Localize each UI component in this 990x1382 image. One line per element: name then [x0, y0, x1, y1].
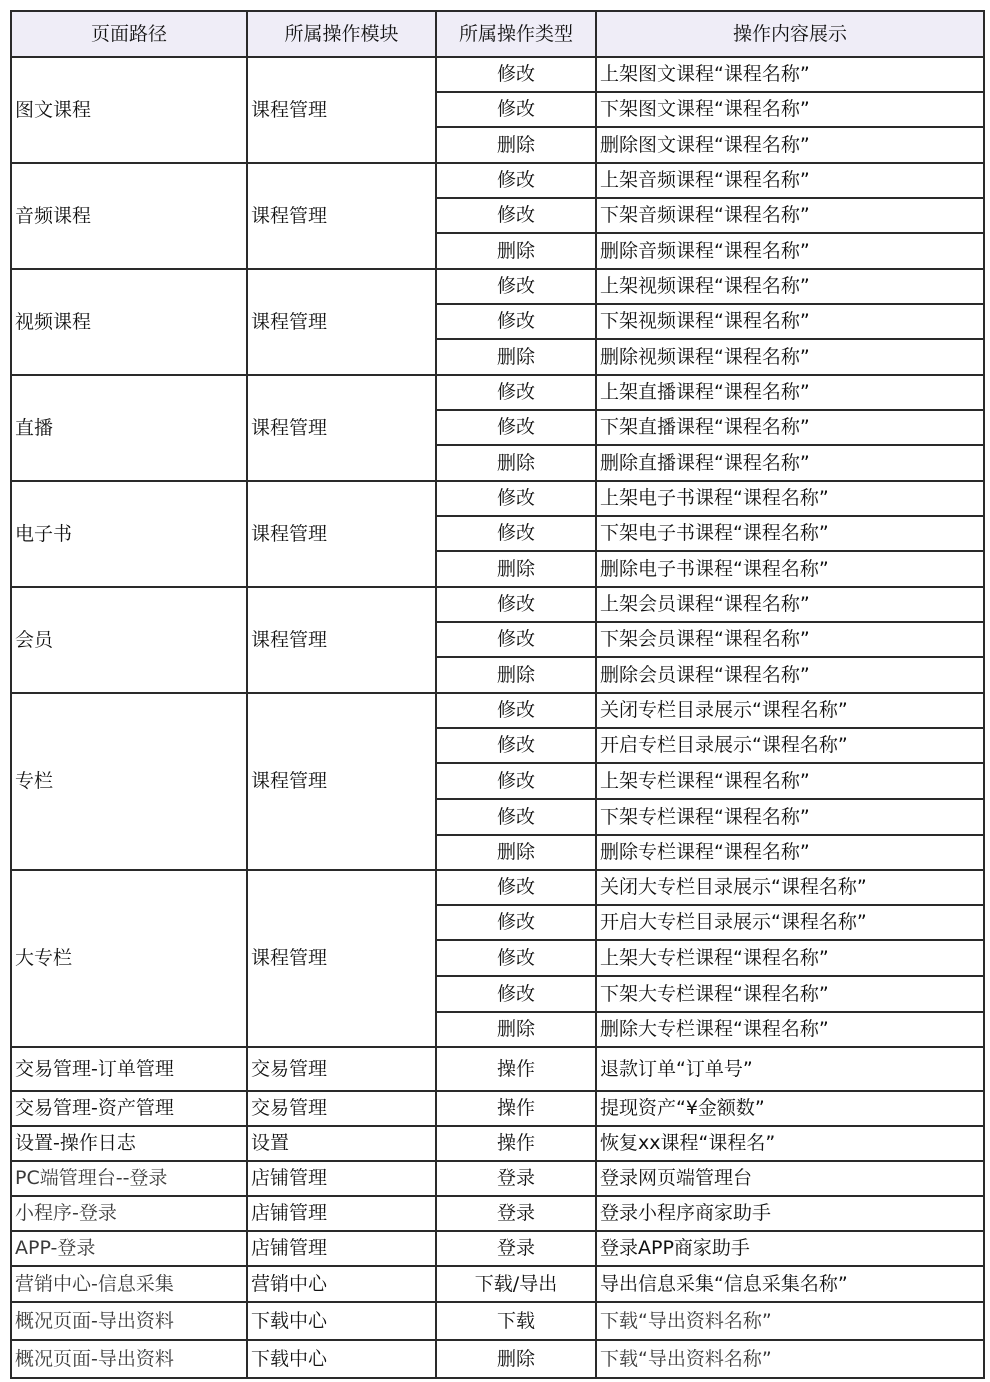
- module-cell: 店铺管理: [247, 1196, 436, 1231]
- operation-type-cell: 修改: [436, 375, 596, 410]
- table-row: [11, 1161, 984, 1196]
- page-path-cell: 图文课程: [11, 57, 247, 163]
- operation-content-cell: 下载“导出资料名称”: [596, 1340, 984, 1378]
- operation-type-cell: 删除: [436, 835, 596, 870]
- page-path-cell: 大专栏: [11, 870, 247, 1047]
- operation-type-cell: 修改: [436, 940, 596, 976]
- operation-content-cell: 删除图文课程“课程名称”: [596, 127, 984, 163]
- operation-log-table: [10, 10, 985, 1379]
- operation-type-cell: 登录: [436, 1161, 596, 1196]
- table-row: [11, 481, 984, 516]
- operation-type-cell: 修改: [436, 976, 596, 1012]
- module-cell: 课程管理: [247, 693, 436, 870]
- operation-content-cell: 上架电子书课程“课程名称”: [596, 481, 984, 516]
- operation-content-cell: 下架电子书课程“课程名称”: [596, 516, 984, 551]
- module-cell: 课程管理: [247, 163, 436, 269]
- module-cell: 设置: [247, 1126, 436, 1161]
- operation-type-cell: 删除: [436, 551, 596, 587]
- operation-type-cell: 修改: [436, 763, 596, 799]
- operation-type-cell: 删除: [436, 657, 596, 693]
- page-path-cell: PC端管理台--登录: [11, 1161, 247, 1196]
- page-path-cell: 概况页面-导出资料: [11, 1302, 247, 1340]
- operation-content-cell: 开启专栏目录展示“课程名称”: [596, 728, 984, 763]
- operation-type-cell: 修改: [436, 728, 596, 763]
- operation-content-cell: 下架图文课程“课程名称”: [596, 92, 984, 127]
- page-path-cell: 视频课程: [11, 269, 247, 375]
- operation-type-cell: 修改: [436, 516, 596, 551]
- operation-content-cell: 删除电子书课程“课程名称”: [596, 551, 984, 587]
- operation-content-cell: 删除会员课程“课程名称”: [596, 657, 984, 693]
- operation-content-cell: 上架图文课程“课程名称”: [596, 57, 984, 92]
- operation-content-cell: 下载“导出资料名称”: [596, 1302, 984, 1340]
- operation-content-cell: 上架音频课程“课程名称”: [596, 163, 984, 198]
- operation-type-cell: 登录: [436, 1196, 596, 1231]
- operation-content-cell: 上架专栏课程“课程名称”: [596, 763, 984, 799]
- module-cell: 课程管理: [247, 481, 436, 587]
- operation-type-cell: 删除: [436, 233, 596, 269]
- table-row: [11, 163, 984, 198]
- operation-content-cell: 登录网页端管理台: [596, 1161, 984, 1196]
- page-path-cell: 小程序-登录: [11, 1196, 247, 1231]
- operation-type-cell: 操作: [436, 1126, 596, 1161]
- module-cell: 课程管理: [247, 375, 436, 481]
- operation-content-cell: 删除直播课程“课程名称”: [596, 445, 984, 481]
- table-body: [11, 57, 984, 1378]
- module-cell: 下载中心: [247, 1302, 436, 1340]
- operation-type-cell: 修改: [436, 410, 596, 445]
- table-row: [11, 1091, 984, 1126]
- module-cell: 店铺管理: [247, 1161, 436, 1196]
- operation-content-cell: 删除专栏课程“课程名称”: [596, 835, 984, 870]
- table-row: [11, 1196, 984, 1231]
- page-path-cell: 设置-操作日志: [11, 1126, 247, 1161]
- header-page-path: 页面路径: [11, 11, 247, 57]
- operation-content-cell: 开启大专栏目录展示“课程名称”: [596, 905, 984, 940]
- operation-content-cell: 下架大专栏课程“课程名称”: [596, 976, 984, 1012]
- table-row: [11, 1302, 984, 1340]
- table-row: [11, 1126, 984, 1161]
- table-row: [11, 57, 984, 92]
- page-path-cell: 交易管理-订单管理: [11, 1047, 247, 1091]
- operation-type-cell: 修改: [436, 870, 596, 905]
- page-path-cell: 音频课程: [11, 163, 247, 269]
- operation-type-cell: 删除: [436, 1340, 596, 1378]
- module-cell: 店铺管理: [247, 1231, 436, 1266]
- table-row: [11, 870, 984, 905]
- module-cell: 课程管理: [247, 57, 436, 163]
- operation-content-cell: 上架视频课程“课程名称”: [596, 269, 984, 304]
- module-cell: 课程管理: [247, 587, 436, 693]
- operation-type-cell: 修改: [436, 304, 596, 339]
- operation-type-cell: 下载/导出: [436, 1266, 596, 1302]
- operation-content-cell: 下架直播课程“课程名称”: [596, 410, 984, 445]
- module-cell: 交易管理: [247, 1047, 436, 1091]
- operation-content-cell: 删除音频课程“课程名称”: [596, 233, 984, 269]
- operation-type-cell: 修改: [436, 481, 596, 516]
- page-path-cell: 专栏: [11, 693, 247, 870]
- operation-content-cell: 下架音频课程“课程名称”: [596, 198, 984, 233]
- table-row: [11, 269, 984, 304]
- page-path-cell: 交易管理-资产管理: [11, 1091, 247, 1126]
- operation-content-cell: 下架专栏课程“课程名称”: [596, 799, 984, 835]
- module-cell: 课程管理: [247, 870, 436, 1047]
- operation-content-cell: 上架会员课程“课程名称”: [596, 587, 984, 622]
- page-path-cell: 概况页面-导出资料: [11, 1340, 247, 1378]
- operation-type-cell: 操作: [436, 1091, 596, 1126]
- operation-type-cell: 删除: [436, 127, 596, 163]
- operation-type-cell: 删除: [436, 339, 596, 375]
- table-row: [11, 1047, 984, 1091]
- table-row: [11, 587, 984, 622]
- operation-type-cell: 修改: [436, 198, 596, 233]
- operation-type-cell: 修改: [436, 587, 596, 622]
- page-path-cell: 营销中心-信息采集: [11, 1266, 247, 1302]
- table-row: [11, 375, 984, 410]
- table-row: [11, 693, 984, 728]
- operation-content-cell: 退款订单“订单号”: [596, 1047, 984, 1091]
- operation-content-cell: 登录小程序商家助手: [596, 1196, 984, 1231]
- operation-content-cell: 关闭大专栏目录展示“课程名称”: [596, 870, 984, 905]
- module-cell: 营销中心: [247, 1266, 436, 1302]
- operation-type-cell: 修改: [436, 92, 596, 127]
- operation-type-cell: 修改: [436, 693, 596, 728]
- operation-content-cell: 恢复xx课程“课程名”: [596, 1126, 984, 1161]
- operation-type-cell: 删除: [436, 1012, 596, 1047]
- operation-type-cell: 下载: [436, 1302, 596, 1340]
- operation-type-cell: 修改: [436, 269, 596, 304]
- operation-type-cell: 登录: [436, 1231, 596, 1266]
- page-path-cell: 直播: [11, 375, 247, 481]
- table-row: [11, 1266, 984, 1302]
- table-row: [11, 1340, 984, 1378]
- header-module: 所属操作模块: [247, 11, 436, 57]
- operation-type-cell: 修改: [436, 799, 596, 835]
- operation-content-cell: 删除视频课程“课程名称”: [596, 339, 984, 375]
- page-path-cell: 电子书: [11, 481, 247, 587]
- module-cell: 下载中心: [247, 1340, 436, 1378]
- module-cell: 交易管理: [247, 1091, 436, 1126]
- header-row: [11, 11, 984, 57]
- header-operation-type: 所属操作类型: [436, 11, 596, 57]
- operation-content-cell: 关闭专栏目录展示“课程名称”: [596, 693, 984, 728]
- operation-type-cell: 修改: [436, 622, 596, 657]
- header-operation-content: 操作内容展示: [596, 11, 984, 57]
- page-path-cell: APP-登录: [11, 1231, 247, 1266]
- operation-content-cell: 导出信息采集“信息采集名称”: [596, 1266, 984, 1302]
- operation-content-cell: 下架会员课程“课程名称”: [596, 622, 984, 657]
- operation-content-cell: 提现资产“¥金额数”: [596, 1091, 984, 1126]
- operation-content-cell: 上架直播课程“课程名称”: [596, 375, 984, 410]
- operation-type-cell: 修改: [436, 57, 596, 92]
- operation-type-cell: 删除: [436, 445, 596, 481]
- operation-content-cell: 上架大专栏课程“课程名称”: [596, 940, 984, 976]
- page-path-cell: 会员: [11, 587, 247, 693]
- operation-type-cell: 操作: [436, 1047, 596, 1091]
- operation-content-cell: 下架视频课程“课程名称”: [596, 304, 984, 339]
- operation-content-cell: 登录APP商家助手: [596, 1231, 984, 1266]
- operation-content-cell: 删除大专栏课程“课程名称”: [596, 1012, 984, 1047]
- table-row: [11, 1231, 984, 1266]
- operation-type-cell: 修改: [436, 163, 596, 198]
- module-cell: 课程管理: [247, 269, 436, 375]
- operation-type-cell: 修改: [436, 905, 596, 940]
